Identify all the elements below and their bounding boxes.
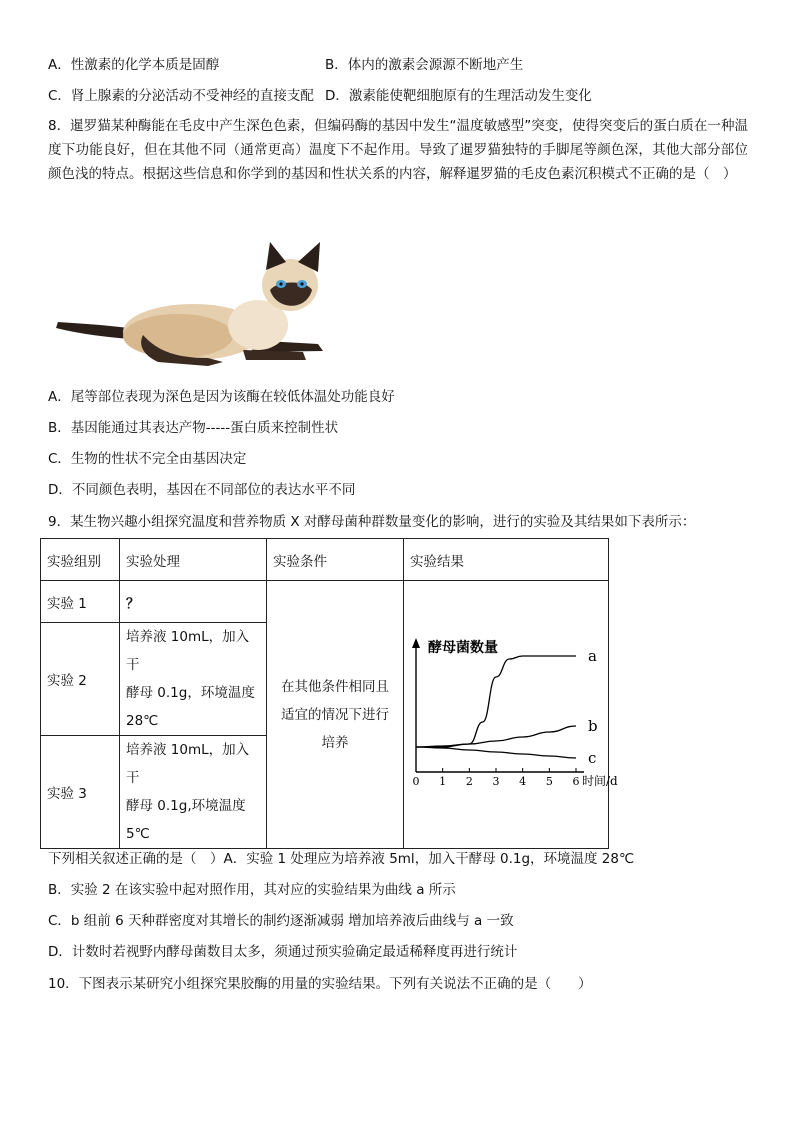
row3-group: 实验 3	[41, 736, 120, 849]
series-line-a	[416, 656, 576, 747]
x-tick-label: 3	[492, 774, 500, 788]
q8-option-d: D．不同颜色表明，基因在不同部位的表达水平不同	[48, 482, 356, 498]
q9-intro-option-a: 下列相关叙述正确的是（ ）A．实验 1 处理应为培养液 5ml，加入干酵母 0.1g，环境温度 28℃	[48, 851, 635, 867]
header-condition: 实验条件	[267, 539, 404, 581]
q7-option-c: C．肾上腺素的分泌活动不受神经的直接支配	[48, 88, 314, 104]
q9-option-c: C．b 组前 6 天种群密度对其增长的制约逐渐减弱 增加培养液后曲线与 a 一致	[48, 913, 514, 929]
row3-treatment	[120, 736, 267, 849]
series-label-b: b	[588, 716, 598, 735]
row3-treatment-line2: 酵母 0.1g,环境温度 5℃	[126, 798, 246, 842]
row2-group: 实验 2	[41, 623, 120, 736]
q8-stem: 8．暹罗猫某种酶能在毛皮中产生深色色素，但编码酶的基因中发生“温度敏感型”突变，使得突变后的蛋白质在一种温度下功能良好，但在其他不同（通常更高）温度下不起作用。导致了暹罗猫独特的手脚尾等颜色深，其他大部分部位颜色浅的特点。根据这些信息和你学到的基因和性状关系的内容，解释暹罗猫的毛皮色素沉积模式不正确的是（ ）	[48, 118, 748, 182]
row2-treatment	[120, 623, 267, 736]
x-tick-label: 4	[519, 774, 527, 788]
row1-group: 实验 1	[41, 581, 120, 623]
q8-option-c: C．生物的性状不完全由基因决定	[48, 451, 247, 467]
table-header-row	[41, 539, 609, 581]
series-label-a: a	[588, 646, 597, 665]
y-axis-arrow	[412, 638, 420, 648]
row1-treatment: ？	[120, 581, 267, 623]
row2-treatment-line3: 28℃	[126, 713, 159, 729]
q9-stem: 9．某生物兴趣小组探究温度和营养物质 X 对酵母菌种群数量变化的影响，进行的实验及其结果如下表所示：	[48, 514, 696, 530]
result-cell	[404, 581, 618, 849]
q7-option-d: D．激素能使靶细胞原有的生理活动发生变化	[325, 88, 592, 104]
series-label-c: c	[588, 748, 597, 767]
x-tick-label: 5	[545, 774, 553, 788]
yeast-growth-chart	[404, 600, 618, 830]
condition-cell	[267, 581, 404, 849]
q7-option-b: B．体内的激素会源源不断地产生	[325, 57, 524, 73]
y-axis-label: 酵母菌数量	[428, 639, 498, 656]
q8-option-b: B．基因能通过其表达产物-----蛋白质来控制性状	[48, 420, 339, 436]
x-axis-label: 时间/d	[582, 773, 618, 788]
condition-line-3: 培养	[321, 734, 349, 751]
series-line-b	[416, 726, 576, 747]
table-row	[41, 581, 609, 623]
q10-stem: 10．下图表示某研究小组探究果胶酶的用量的实验结果。下列有关说法不正确的是（ ）	[48, 976, 592, 992]
q8-option-a: A．尾等部位表现为深色是因为该酶在较低体温处功能良好	[48, 389, 395, 405]
header-treatment: 实验处理	[120, 539, 267, 581]
x-tick-label: 2	[465, 774, 473, 788]
x-tick-label: 6	[572, 774, 580, 788]
header-group: 实验组别	[41, 539, 120, 581]
q9-option-b: B．实验 2 在该实验中起对照作用，其对应的实验结果为曲线 a 所示	[48, 882, 456, 898]
condition-line-1: 在其他条件相同且	[281, 678, 389, 695]
row3-treatment-line1: 培养液 10mL，加入干	[126, 742, 250, 786]
row2-treatment-line2: 酵母 0.1g，环境温度	[126, 685, 255, 701]
condition-line-2: 适宜的情况下进行	[281, 706, 389, 723]
x-tick-label: 0	[412, 774, 420, 788]
experiment-table	[40, 538, 618, 849]
q9-option-d: D．计数时若视野内酵母菌数目太多，须通过预实验确定最适稀释度再进行统计	[48, 944, 518, 960]
row2-treatment-line1: 培养液 10mL，加入干	[126, 629, 250, 673]
x-tick-label: 1	[439, 774, 447, 788]
series-line-c	[416, 747, 576, 758]
q7-option-a: A．性激素的化学本质是固醇	[48, 57, 220, 73]
header-result: 实验结果	[404, 539, 609, 581]
siamese-cat-image	[48, 240, 348, 370]
